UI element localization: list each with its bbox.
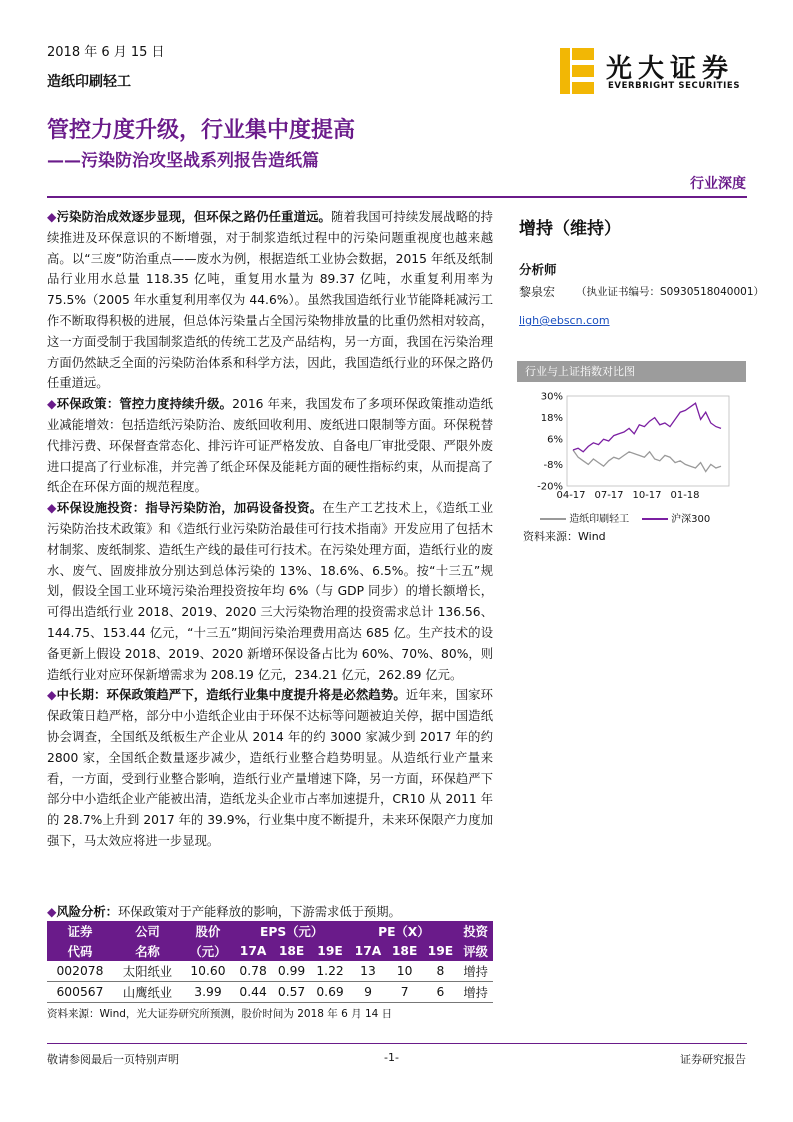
series-line-hs300	[573, 403, 721, 452]
paragraph-heading: 中长期：环保政策趋严下，造纸行业集中度提升将是必然趋势。	[56, 688, 406, 703]
table-row	[47, 982, 493, 1003]
th2-pe-18e: 18E	[387, 941, 423, 961]
table-note: 资料来源：Wind，光大证券研究所预测，股价时间为 2018 年 6 月 14 日	[47, 1008, 393, 1020]
th2-rating: 评级	[458, 941, 493, 961]
legend-swatch-paper	[540, 518, 566, 520]
bullet-diamond-icon: ◆	[47, 501, 57, 516]
paragraph-pollution	[47, 207, 493, 394]
footer-page-number: -1-	[384, 1051, 399, 1064]
risk-text: 环保政策对于产能释放的影响，下游需求低于预期。	[117, 905, 401, 919]
bullet-diamond-icon: ◆	[47, 905, 57, 919]
chart-legend	[540, 510, 710, 525]
cell: 13	[349, 961, 386, 982]
th-code: 证券	[47, 921, 113, 941]
x-tick-label: 04-17	[556, 490, 586, 501]
th2-eps-17a: 17A	[234, 941, 272, 961]
cell: 0.99	[272, 961, 310, 982]
cell: 增持	[458, 961, 493, 982]
cell: 9	[349, 982, 386, 1003]
paragraph-text: 随着我国可持续发展战略的持续推进及环保意识的不断增强，对于制浆造纸过程中的污染问题重视度也越来越高。以“三废”防治重点——废水为例，根据造纸工业协会数据，2015 年纸及纸制品行业用水总量 118.35 亿吨，重复用水量为 89.37 亿吨，水重复利用率为 75.5%（2005 年水重复利用率仅为 44.6%）。虽然我国造纸行业节能降耗减污工作不断取得积极的进展，但总体污染量占全国污染物排放量的比重仍然相对较高，这一方面受制于我国制浆造纸的传统工艺及产品结构，另一方面，我国在污染治理方面仍然缺乏全面的污染防治体系和科学方法，因此，我国造纸行业的环保之路仍任重道远。	[47, 210, 493, 391]
paragraph-investment	[47, 498, 493, 685]
footer-report-label: 证券研究报告	[680, 1053, 746, 1066]
cell: 增持	[458, 982, 493, 1003]
analyst-cert: （执业证书编号：S0930518040001）	[576, 286, 765, 298]
bullet-diamond-icon: ◆	[47, 688, 57, 703]
cell: 0.44	[234, 982, 272, 1003]
report-date: 2018 年 6 月 15 日	[47, 45, 165, 60]
footer-disclaimer: 敬请参阅最后一页特别声明	[47, 1053, 179, 1066]
logo-text-cn: 光大证券	[606, 54, 735, 84]
y-tick-label: 30%	[540, 391, 563, 403]
th2-company: 名称	[113, 941, 182, 961]
y-tick-label: 6%	[547, 434, 563, 446]
paragraph-long-term	[47, 685, 493, 851]
analyst-name: 黎泉宏	[519, 285, 556, 299]
th2-eps-19e: 19E	[311, 941, 349, 961]
th2-pe-19e: 19E	[423, 941, 459, 961]
th2-pe-17a: 17A	[349, 941, 386, 961]
bullet-diamond-icon: ◆	[47, 210, 57, 224]
chart-title: 行业与上证指数对比图	[517, 361, 746, 382]
report-type-label: 行业深度	[690, 176, 746, 192]
cell: 0.57	[272, 982, 310, 1003]
paragraph-heading: 环保设施投资：指导污染防治，加码设备投资。	[56, 501, 323, 516]
x-tick-label: 01-18	[670, 490, 700, 501]
cell: 山鹰纸业	[113, 982, 182, 1003]
y-tick-label: -20%	[537, 481, 563, 493]
cell: 7	[387, 982, 423, 1003]
logo-text-en: EVERBRIGHT SECURITIES	[608, 81, 741, 91]
report-title: 管控力度升级，行业集中度提高	[47, 118, 356, 143]
legend-label-hs300: 沪深300	[671, 514, 711, 525]
paragraph-text: 2016 年来，我国发布了多项环保政策推动造纸业减能增效：包括造纸污染防治、废纸回收利用、废纸进口限制等方面。环保税替代排污费、环保督查常态化、排污许可证严格发放、自备电厂审批受限、严限外废进口提高了行业标准，并完善了纸企环保及能耗方面的硬性指标约束，从而提高了纸企在环保方面的规范程度。	[47, 397, 493, 495]
index-comparison-chart	[517, 386, 746, 506]
table-row	[47, 961, 493, 982]
report-subtitle: ——污染防治攻坚战系列报告造纸篇	[47, 151, 319, 171]
cell: 10.60	[182, 961, 234, 982]
cell: 6	[423, 982, 459, 1003]
stock-table	[47, 921, 493, 1003]
top-divider	[47, 196, 747, 198]
y-tick-label: -8%	[543, 459, 563, 471]
x-tick-label: 07-17	[594, 490, 624, 501]
cell: 10	[387, 961, 423, 982]
x-tick-label: 10-17	[632, 490, 662, 501]
bottom-divider	[47, 1043, 747, 1044]
chart-source: 资料来源：Wind	[523, 530, 606, 543]
cell: 0.78	[234, 961, 272, 982]
paragraph-text: 在生产工艺技术上，《造纸工业污染防治技术政策》和《造纸行业污染防治最佳可行技术指南》开发应用了包括木材制浆、废纸制浆、造纸生产线的最佳可行技术。在污染处理方面，造纸行业的废水、废气、固废排放分别达到总体污染的 13%、18.6%、6.5%。按“十三五”规划，假设全国工业环境污染治理投资按年均 6%（与 GDP 同步）的增长额增长，可得出造纸行业 2018、2019、2020 三大污染物治理的投资需求总计 136.56、144.75、153.44 亿元，“十三五”期间污染治理费用高达 685 亿。生产技术的设备更新上假设 2018、2019、2020 新增环保设备占比为 60%、70%、80%，则造纸行业对应环保新增需求为 208.19 亿元，234.21 亿元，262.89 亿元。	[47, 501, 493, 682]
paragraph-policy	[47, 394, 493, 498]
th-eps: EPS（元）	[234, 921, 349, 941]
rating: 增持（维持）	[519, 219, 621, 239]
th2-code: 代码	[47, 941, 113, 961]
cell: 600567	[47, 982, 113, 1003]
cell: 0.69	[311, 982, 349, 1003]
th-price: 股价	[182, 921, 234, 941]
th2-eps-18e: 18E	[272, 941, 310, 961]
cell: 1.22	[311, 961, 349, 982]
paragraph-heading: 环保政策：管控力度持续升级。	[56, 397, 233, 412]
cell: 太阳纸业	[113, 961, 182, 982]
analyst-email-link[interactable]: ligh@ebscn.com	[519, 314, 610, 327]
th-company: 公司	[113, 921, 182, 941]
cell: 3.99	[182, 982, 234, 1003]
legend-label-paper: 造纸印刷轻工	[569, 514, 630, 525]
series-line-paper	[573, 450, 721, 472]
analyst-heading: 分析师	[519, 262, 557, 277]
th2-price: （元）	[182, 941, 234, 961]
paragraph-heading: 污染防治成效逐步显现，但环保之路仍任重道远。	[56, 210, 332, 224]
bullet-diamond-icon: ◆	[47, 397, 57, 412]
cell: 002078	[47, 961, 113, 982]
y-tick-label: 18%	[540, 413, 563, 425]
cell: 8	[423, 961, 459, 982]
sector-label: 造纸印刷轻工	[47, 74, 131, 90]
report-body	[47, 207, 493, 852]
plot-area	[567, 396, 729, 486]
paragraph-text: 近年来，国家环保政策日趋严格，部分中小造纸企业由于环保不达标等问题被迫关停，据中国造纸协会调查，全国纸及纸板生产企业从 2014 年的约 3000 家减少到 2017 年的约 2800 家，全国纸企数量逐步减少，造纸行业整合趋势明显。从造纸行业产量来看，一方面，受到行业整合影响，造纸行业产量增速下降，另一方面，环保趋严下部分中小造纸企业产能被出清，造纸龙头企业市占率加速提升，CR10 从 2011 年的 28.7%上升到 2017 年的 39.9%，行业集中度不断提升，未来环保限产力度加强下，马太效应将进一步显现。	[47, 688, 493, 848]
risk-heading: 风险分析：	[56, 905, 118, 919]
th-pe: PE（X）	[349, 921, 458, 941]
risk-analysis	[47, 902, 401, 920]
th-rating: 投资	[458, 921, 493, 941]
legend-swatch-hs300	[642, 518, 668, 520]
